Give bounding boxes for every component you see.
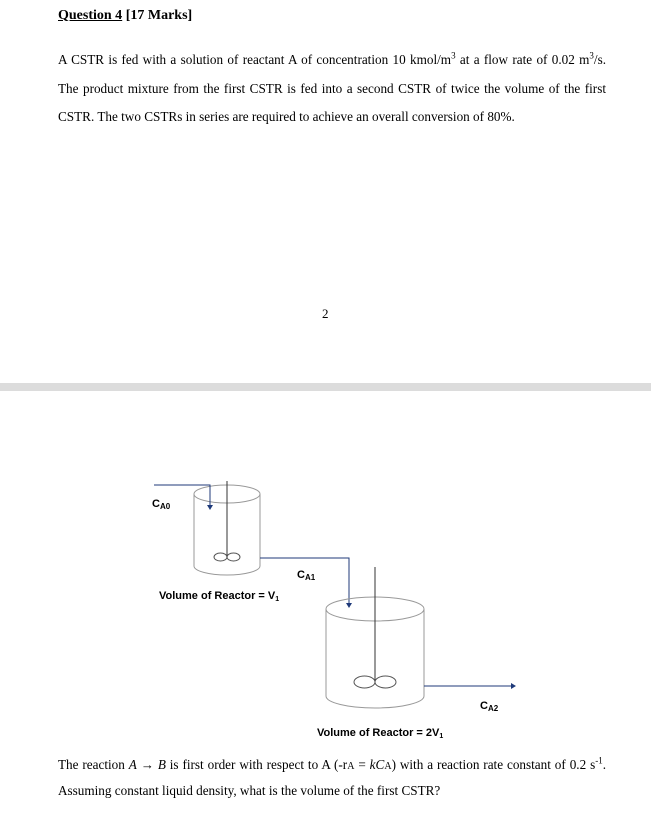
q-text-2: is first order with respect to A (-r [165, 757, 348, 772]
reactor-1-impeller-right [227, 553, 240, 561]
reactor-1-impeller-left [214, 553, 227, 561]
outlet-concentration-label: CA2 [480, 700, 499, 713]
reactor-2 [326, 567, 424, 708]
outlet-arrow [511, 683, 516, 689]
q-c: C [375, 757, 385, 772]
question-marks: [17 Marks] [125, 8, 193, 23]
q-c-sub: A [384, 761, 392, 772]
question-label: Question 4 [58, 8, 123, 23]
question-heading [58, 8, 192, 24]
q-product-b: B [157, 757, 166, 772]
reactor-1 [194, 481, 260, 575]
cstr-series-diagram [0, 391, 651, 751]
q-arrow: → [136, 757, 158, 772]
q-sup: -1 [595, 755, 603, 766]
intro-text-2: at a flow rate of 0.02 m [455, 52, 590, 67]
reactor-2-caption: Volume of Reactor = 2V1 [317, 727, 444, 740]
outlet-stream [424, 683, 516, 689]
reactor-2-impeller-left [354, 676, 375, 688]
page-break-divider [0, 383, 651, 391]
intermediate-arrow [346, 603, 352, 608]
q-text-3: = [354, 757, 370, 772]
q-text-4: ) with a reaction rate constant of 0.2 s [391, 757, 596, 772]
feed-arrow [207, 505, 213, 510]
q-text-1: The reaction [58, 757, 129, 772]
intro-sup-2: 3 [589, 50, 594, 61]
reactor-1-caption: Volume of Reactor = V1 [159, 590, 280, 603]
problem-statement [58, 46, 606, 132]
q-rate-sub: A [347, 761, 355, 772]
q-text-5: . Assuming constant liquid density, what is the volume of the first CSTR? [58, 757, 606, 798]
q-reactant-a: A [128, 757, 137, 772]
reactor-2-impeller-right [375, 676, 396, 688]
intro-text-3: /s. The product mixture from the first CSTR is fed into a second CSTR of twice the volume of the first CSTR. The two CSTRs in series are required to achieve an overall conversion of 80%. [58, 52, 606, 124]
question-text [58, 753, 606, 803]
intro-text-1: A CSTR is fed with a solution of reactant A of concentration 10 kmol/m [58, 52, 452, 67]
intermediate-concentration-label: CA1 [297, 569, 316, 582]
page-number: 2 [322, 306, 329, 321]
q-k: k [369, 757, 376, 772]
feed-concentration-label: CA0 [152, 498, 171, 511]
intro-sup-1: 3 [451, 50, 456, 61]
